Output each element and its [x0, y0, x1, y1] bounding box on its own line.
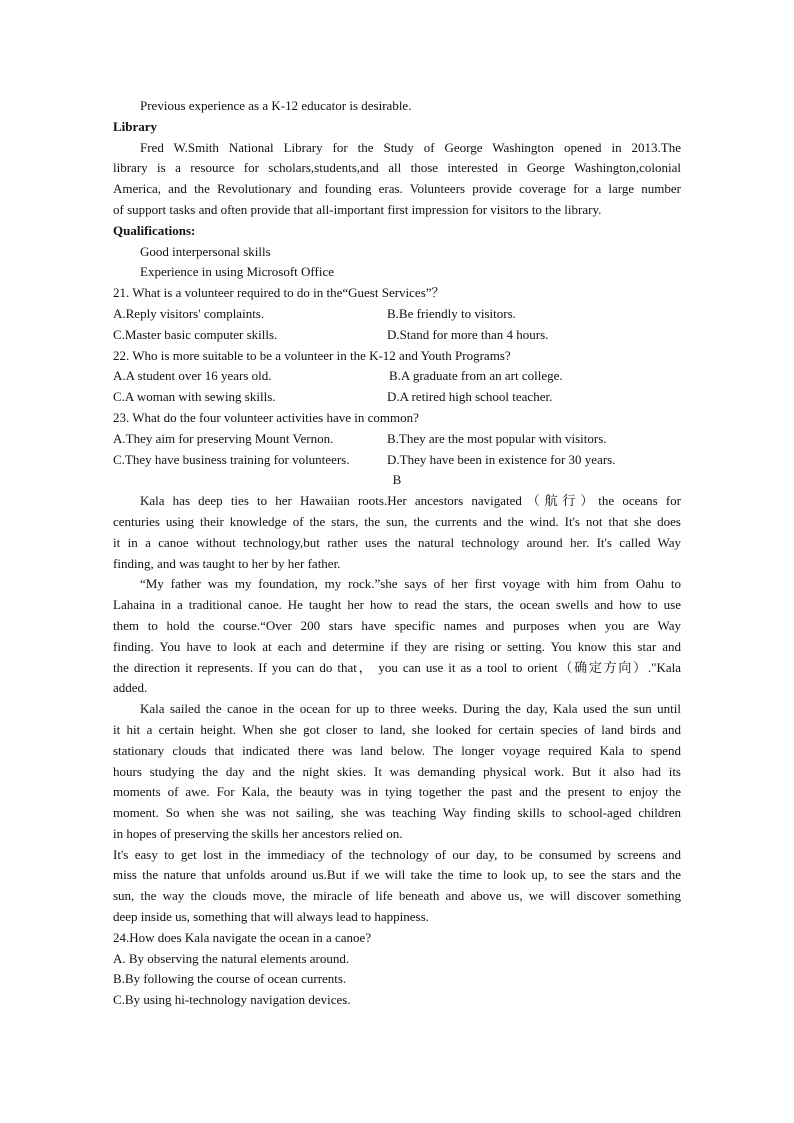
- passage-line: miss the nature that unfolds around us.But if we will take the time to look up, to see the stars and the: [113, 867, 681, 883]
- question-23-stem: 23. What do the four volunteer activities have in common?: [113, 409, 419, 425]
- passage-line: moments of awe. For Kala, the beauty was in tying together the past and the present to enjoy the: [113, 784, 681, 800]
- question-24-stem: 24.How does Kala navigate the ocean in a canoe?: [113, 929, 372, 945]
- option-a: A. By observing the natural elements around.: [113, 950, 350, 966]
- option-a: A.Reply visitors' complaints.: [113, 305, 265, 321]
- passage-line: stationary clouds that indicated there was land below. The longer voyage required Kala to spend: [113, 742, 681, 758]
- question-23-options-row: [113, 450, 681, 471]
- option-b: B.By following the course of ocean currents.: [113, 971, 347, 987]
- library-para-line: of support tasks and often provide that all-important first impression for visitors to the library.: [113, 201, 602, 217]
- option-c: C.A woman with sewing skills.: [113, 389, 276, 405]
- passage-line: it hit a certain height. When she got closer to land, she looked for certain species of land birds and: [113, 721, 681, 737]
- question-23-options-row: [113, 429, 681, 450]
- question-21-stem: 21. What is a volunteer required to do in the“Guest Services”？: [113, 285, 445, 301]
- question-22-options-row: [113, 366, 681, 387]
- library-para-line: Fred W.Smith National Library for the Study of George Washington opened in 2013.The: [140, 139, 681, 155]
- passage-line: deep inside us, something that will always lead to happiness.: [113, 909, 429, 925]
- passage-line: in hopes of preserving the skills her ancestors relied on.: [113, 825, 403, 841]
- passage-line: it in a canoe without technology,but rather uses the natural technology around her. It's called Way: [113, 534, 681, 550]
- passage-line: hours studying the day and the night skies. It was demanding physical work. But it also had its: [113, 763, 681, 779]
- option-d: D.Stand for more than 4 hours.: [387, 326, 549, 342]
- qualification-item: Good interpersonal skills: [140, 243, 271, 259]
- option-b: B.A graduate from an art college.: [389, 368, 563, 384]
- question-22-options-row: [113, 387, 681, 408]
- question-21-options-row: [113, 304, 681, 325]
- passage-line: Kala has deep ties to her Hawaiian roots.Her ancestors navigated（航行）the oceans for: [140, 493, 681, 509]
- passage-line: sun, the way the clouds move, the miracle of life beneath and above us, we will discover something: [113, 888, 681, 904]
- option-c: C.They have business training for volunteers.: [113, 451, 350, 467]
- passage-line: centuries using their knowledge of the stars, the sun, the currents and the wind. It's not that she does: [113, 513, 681, 529]
- passage-line: finding, and was taught to her by her father.: [113, 555, 341, 571]
- passage-line: finding. You have to look at each and determine if they are rising or setting. You know this star and: [113, 638, 681, 654]
- option-b: B.They are the most popular with visitors.: [387, 430, 607, 446]
- option-d: D.A retired high school teacher.: [387, 389, 553, 405]
- passage-line: “My father was my foundation, my rock.”she says of her first voyage with him from Oahu to: [140, 576, 681, 592]
- option-a: A.A student over 16 years old.: [113, 368, 272, 384]
- library-heading: Library: [113, 118, 158, 134]
- option-c: C.Master basic computer skills.: [113, 326, 278, 342]
- option-d: D.They have been in existence for 30 years.: [387, 451, 616, 467]
- qualifications-heading: Qualifications:: [113, 222, 196, 238]
- passage-line: moment. So when she was not sailing, she was teaching Way finding skills to school-aged children: [113, 805, 681, 821]
- previous-experience-line: Previous experience as a K-12 educator is desirable.: [140, 98, 412, 113]
- option-c: C.By using hi-technology navigation devices.: [113, 992, 351, 1008]
- document-page: [113, 96, 681, 1011]
- passage-line: added.: [113, 680, 148, 696]
- section-b-label: B: [392, 472, 402, 488]
- passage-line: Kala sailed the canoe in the ocean for up to three weeks. During the day, Kala used the sun until: [140, 701, 681, 717]
- passage-line: It's easy to get lost in the immediacy of the technology of our day, to be consumed by screens and: [113, 846, 681, 862]
- question-21-options-row: [113, 325, 681, 346]
- passage-line: the direction it represents. If you can do that， you can use it as a tool to orient（确定方向）."Kala: [113, 659, 681, 675]
- library-para-line: library is a resource for scholars,students,and all those interested in George Washington,colonial: [113, 160, 681, 176]
- option-b: B.Be friendly to visitors.: [387, 305, 516, 321]
- passage-line: Lahaina in a traditional canoe. He taught her how to read the stars, the ocean swells and how to use: [113, 597, 681, 613]
- question-22-stem: 22. Who is more suitable to be a volunteer in the K-12 and Youth Programs?: [113, 347, 511, 363]
- option-a: A.They aim for preserving Mount Vernon.: [113, 430, 334, 446]
- passage-line: them to hold the course.“Over 200 stars have specific names and purposes when you are Way: [113, 617, 681, 633]
- qualification-item: Experience in using Microsoft Office: [140, 264, 334, 280]
- library-para-line: America, and the Revolutionary and founding eras. Volunteers provide coverage for a large number: [113, 181, 681, 197]
